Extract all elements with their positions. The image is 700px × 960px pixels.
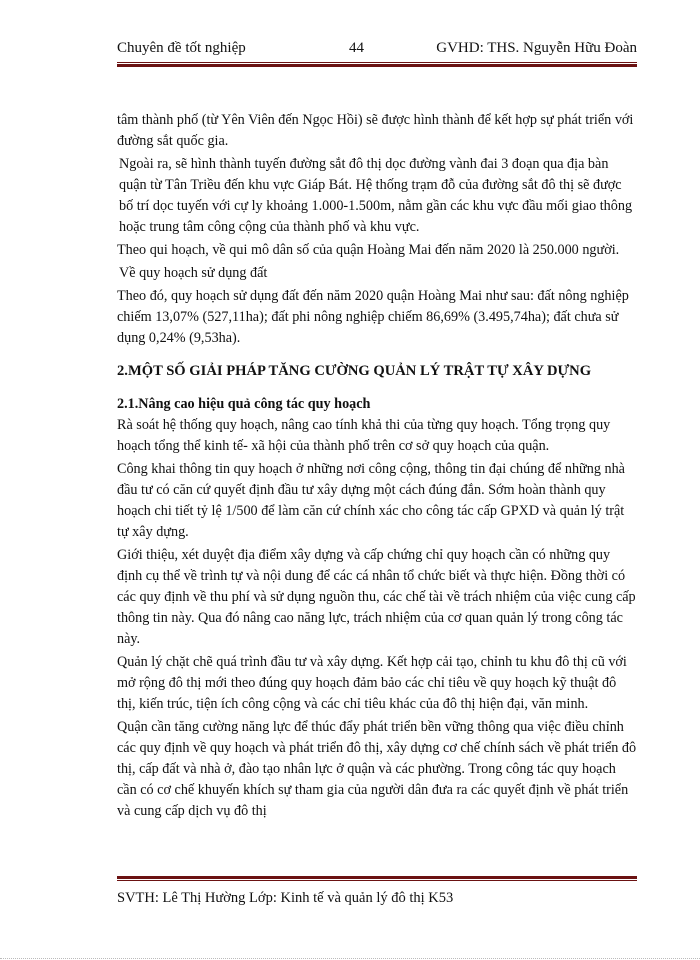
- page-bottom-edge: [0, 958, 700, 959]
- paragraph: Quận cần tăng cường năng lực để thúc đẩy phát triển bền vững thông qua việc điều chỉnh các quy định về quy hoạch và phát triển đô thị, xây dựng cơ chế chính sách về phát triển đô thị, cấp đất và nhà ở, đào tạo nhân lực ở quận và các phường. Trong công tác quy hoạch cần có cơ chế khuyến khích sự tham gia của người dân đưa ra các quyết định về phát triển và cung cấp dịch vụ đô thị: [117, 719, 637, 819]
- header-page-number: 44: [349, 40, 364, 56]
- page-footer: [117, 888, 637, 908]
- paragraph: Rà soát hệ thống quy hoạch, nâng cao tính khả thi của từng quy hoạch. Tổng trọng quy hoạch tổng thể kinh tế- xã hội của thành phố trên cơ sở quy hoạch của quận.: [117, 417, 611, 454]
- footer-divider-thin: [117, 880, 637, 881]
- paragraph: Giới thiệu, xét duyệt địa điểm xây dựng và cấp chứng chỉ quy hoạch cần có những quy định cụ thể về trình tự và nội dung để các cá nhân tổ chức biết và thực hiện. Đồng thời có các quy định về thu phí và sử dụng nguồn thu, các chế tài về trách nhiệm của việc cung cấp thông tin này. Qua đó nâng cao năng lực, trách nhiệm của cơ quan quản lý trong công tác này.: [117, 547, 636, 647]
- paragraph: Theo đó, quy hoạch sử dụng đất đến năm 2020 quận Hoàng Mai như sau: đất nông nghiệp chiếm 13,07% (527,11ha); đất phi nông nghiệp chiếm 86,69% (3.495,74ha); đất chưa sử dụng 0,24% (9,53ha).: [117, 288, 629, 346]
- footer-divider: [117, 876, 637, 881]
- subsection-heading: 2.1.Nâng cao hiệu quả công tác quy hoạch: [117, 396, 371, 412]
- header-advisor: GVHD: THS. Nguyễn Hữu Đoàn: [436, 40, 637, 56]
- header-document-title: Chuyên đề tốt nghiệp: [117, 40, 246, 56]
- paragraph: Quản lý chặt chẽ quá trình đầu tư và xây dựng. Kết hợp cải tạo, chỉnh tu khu đô thị cũ với mở rộng đô thị mới theo đúng quy hoạch đảm bảo các chỉ tiêu về quy hoạch kỹ thuật đô thị, kiến trúc, tiện ích công cộng và các chỉ tiêu khác của đô thị hiện đại, văn minh.: [117, 654, 627, 712]
- header-divider-thin: [117, 62, 637, 63]
- page-body: [117, 110, 637, 824]
- footer-student-info: SVTH: Lê Thị Hường Lớp: Kinh tế và quản lý đô thị K53: [117, 890, 454, 906]
- page-header: [117, 38, 637, 58]
- paragraph: Theo qui hoạch, về qui mô dân số của quận Hoàng Mai đến năm 2020 là 250.000 người.: [117, 242, 620, 258]
- header-divider-thick: [117, 64, 637, 67]
- paragraph: tâm thành phố (từ Yên Viên đến Ngọc Hồi) sẽ được hình thành để kết hợp sự phát triển với đường sắt quốc gia.: [117, 112, 634, 149]
- section-label: Về quy hoạch sử dụng đất: [119, 265, 268, 281]
- paragraph: Ngoài ra, sẽ hình thành tuyến đường sắt đô thị dọc đường vành đai 3 đoạn qua địa bàn quận từ Tân Triều đến khu vực Giáp Bát. Hệ thống trạm đỗ của đường sắt đô thị sẽ được bố trí dọc tuyến với cự ly khoảng 1.000-1.500m, nằm gần các khu vực đầu mối giao thông hoặc trung tâm công cộng của thành phố và khu vực.: [119, 156, 633, 235]
- paragraph: Công khai thông tin quy hoạch ở những nơi công cộng, thông tin đại chúng để những nhà đầu tư có căn cứ quyết định đầu tư xây dựng một cách đúng đắn. Sớm hoàn thành quy hoạch chi tiết tỷ lệ 1/500 để làm căn cứ chính xác cho công tác cấp GPXD và quản lý trật tự xây dựng.: [117, 461, 625, 540]
- header-divider: [117, 62, 637, 67]
- footer-divider-thick: [117, 876, 637, 879]
- section-heading: 2.MỘT SỐ GIẢI PHÁP TĂNG CƯỜNG QUẢN LÝ TRẬT TỰ XÂY DỰNG: [117, 363, 592, 379]
